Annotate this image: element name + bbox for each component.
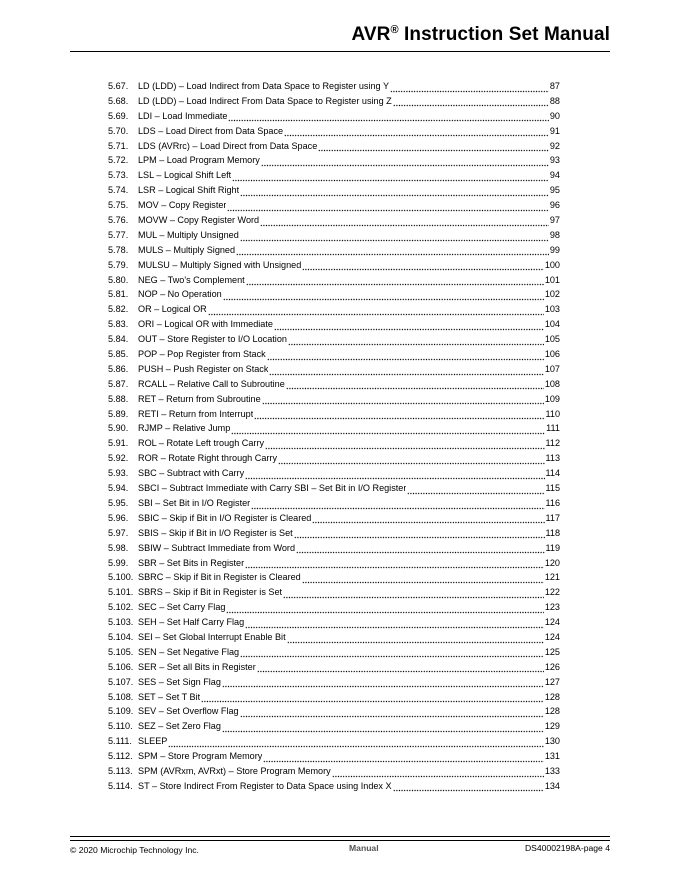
toc-entry-number: 5.71.	[108, 140, 129, 151]
toc-entry[interactable]	[108, 585, 560, 600]
toc-entry[interactable]	[108, 79, 560, 94]
toc-entry-title[interactable]: NOP – No Operation	[138, 289, 222, 300]
toc-dot-leader	[257, 660, 544, 675]
toc-entry-title[interactable]: ST – Store Indirect From Register to Data Space using Index X	[138, 780, 392, 791]
toc-entry[interactable]	[108, 779, 560, 794]
toc-entry-title[interactable]: LD (LDD) – Load Indirect from Data Space to Register using Y	[138, 81, 390, 91]
toc-entry[interactable]	[108, 764, 560, 779]
toc-entry-number: 5.87.	[108, 378, 129, 389]
toc-entry-page[interactable]: 126	[544, 661, 560, 672]
toc-entry-page[interactable]: 109	[544, 393, 560, 404]
toc-entry-page[interactable]: 119	[545, 542, 560, 553]
toc-entry-number: 5.79.	[108, 259, 129, 270]
toc-entry-title[interactable]: MOV – Copy Register	[138, 200, 227, 211]
toc-entry-title[interactable]: RETI – Return from Interrupt	[138, 408, 254, 419]
toc-entry-title[interactable]: SBIW – Subtract Immediate from Word	[138, 542, 296, 553]
toc-entry-page[interactable]: 99	[549, 244, 560, 255]
toc-dot-leader	[236, 243, 549, 258]
toc-dot-leader	[296, 541, 544, 556]
toc-entry[interactable]	[108, 332, 560, 347]
toc-dot-leader	[278, 451, 545, 466]
toc-entry-page[interactable]: 120	[544, 557, 560, 568]
toc-entry-title[interactable]: PUSH – Push Register on Stack	[138, 363, 269, 374]
toc-entry[interactable]	[108, 124, 560, 139]
toc-entry-number: 5.98.	[108, 542, 129, 553]
toc-entry-page[interactable]: 115	[545, 483, 560, 494]
toc-entry-number: 5.89.	[108, 408, 129, 419]
toc-entry-number: 5.81.	[108, 289, 129, 300]
toc-entry[interactable]	[108, 94, 560, 109]
toc-entry-title[interactable]: POP – Pop Register from Stack	[138, 349, 266, 360]
toc-entry[interactable]	[108, 570, 560, 585]
toc-dot-leader	[232, 168, 549, 183]
toc-entry-page[interactable]: 129	[544, 721, 560, 732]
footer-page-id: DS40002198A-page 4	[524, 843, 610, 853]
toc-dot-leader	[407, 481, 544, 496]
toc-entry-number: 5.110.	[108, 721, 133, 732]
toc-entry-title[interactable]: SBC – Subtract with Carry	[138, 468, 245, 479]
toc-entry-page[interactable]: 96	[549, 200, 560, 211]
header-rule	[70, 51, 610, 52]
toc-entry[interactable]	[108, 392, 560, 407]
toc-entry[interactable]	[108, 287, 560, 302]
toc-entry-page[interactable]: 93	[549, 155, 560, 166]
toc-dot-leader	[312, 511, 544, 526]
toc-dot-leader	[240, 183, 549, 198]
toc-entry[interactable]	[108, 675, 560, 690]
toc-entry-page[interactable]: 87	[549, 81, 560, 91]
toc-entry-title[interactable]: LD (LDD) – Load Indirect From Data Space to Register using Z	[138, 95, 392, 106]
toc-entry-page[interactable]: 131	[544, 751, 560, 762]
toc-entry-number: 5.96.	[108, 512, 129, 523]
toc-dot-leader	[390, 79, 549, 94]
toc-entry-number: 5.107.	[108, 676, 134, 687]
toc-dot-leader	[246, 273, 544, 288]
toc-entry[interactable]	[108, 168, 560, 183]
toc-entry[interactable]	[108, 719, 560, 734]
toc-entry-page[interactable]: 116	[545, 497, 560, 508]
toc-entry-title[interactable]: MULSU – Multiply Signed with Unsigned	[138, 259, 302, 270]
toc-entry-page[interactable]: 88	[549, 95, 560, 106]
toc-entry[interactable]	[108, 421, 560, 436]
toc-entry-title[interactable]: RCALL – Relative Call to Subroutine	[138, 378, 285, 389]
toc-entry-title[interactable]: SER – Set all Bits in Register	[138, 661, 256, 672]
toc-dot-leader	[245, 556, 544, 571]
toc-dot-leader	[208, 302, 544, 317]
page-title-brand: AVR	[351, 24, 391, 45]
footer-rule	[70, 836, 610, 837]
toc-entry-title[interactable]: MUL – Multiply Unsigned	[138, 229, 239, 240]
toc-entry-page[interactable]: 98	[549, 229, 560, 240]
toc-entry[interactable]	[108, 466, 560, 481]
toc-entry[interactable]	[108, 511, 560, 526]
toc-entry-number: 5.70.	[108, 125, 129, 136]
toc-dot-leader	[286, 377, 544, 392]
toc-entry-page[interactable]: 97	[549, 215, 560, 226]
toc-entry-title[interactable]: SPM – Store Program Memory	[138, 751, 263, 762]
toc-entry-page[interactable]: 101	[544, 274, 560, 285]
toc-entry-number: 5.100.	[108, 572, 134, 583]
toc-entry[interactable]	[108, 690, 560, 705]
toc-entry-number: 5.106.	[108, 661, 134, 672]
registered-mark: ®	[390, 24, 399, 36]
toc-dot-leader	[393, 94, 549, 109]
toc-entry-title[interactable]: MOVW – Copy Register Word	[138, 215, 260, 226]
toc-entry-number: 5.78.	[108, 244, 129, 255]
toc-dot-leader	[274, 317, 544, 332]
toc-entry-page[interactable]: 121	[544, 572, 560, 583]
toc-entry-title[interactable]: SBIC – Skip if Bit in I/O Register is Cleared	[138, 512, 312, 523]
toc-dot-leader	[332, 764, 544, 779]
toc-dot-leader	[228, 109, 548, 124]
toc-entry-number: 5.76.	[108, 215, 129, 226]
toc-dot-leader	[302, 570, 544, 585]
toc-entry-title[interactable]: NEG – Two's Complement	[138, 274, 245, 285]
toc-dot-leader	[393, 779, 544, 794]
toc-entry[interactable]	[108, 273, 560, 288]
toc-entry-number: 5.82.	[108, 304, 129, 315]
toc-dot-leader	[240, 228, 549, 243]
toc-dot-leader	[226, 600, 543, 615]
toc-entry-page[interactable]: 134	[544, 780, 560, 791]
toc-entry-page[interactable]: 114	[545, 468, 560, 479]
toc-entry[interactable]	[108, 481, 560, 496]
toc-entry-title[interactable]: ORI – Logical OR with Immediate	[138, 319, 273, 330]
toc-entry[interactable]	[108, 704, 560, 719]
toc-entry-page[interactable]: 90	[549, 110, 560, 121]
toc-entry-title[interactable]: SEI – Set Global Interrupt Enable Bit	[138, 631, 286, 642]
toc-entry-number: 5.74.	[108, 185, 129, 196]
toc-dot-leader	[302, 258, 544, 273]
toc-entry-page[interactable]: 113	[545, 453, 560, 464]
toc-entry[interactable]	[108, 302, 560, 317]
toc-entry-page[interactable]: 100	[544, 259, 560, 270]
toc-entry-title[interactable]: SBRC – Skip if Bit in Register is Cleared	[138, 572, 301, 583]
toc-entry-page[interactable]: 124	[544, 631, 560, 642]
toc-entry-number: 5.95.	[108, 497, 129, 508]
toc-entry[interactable]	[108, 213, 560, 228]
toc-dot-leader	[284, 124, 549, 139]
toc-entry[interactable]	[108, 496, 560, 511]
toc-entry-title[interactable]: SBI – Set Bit in I/O Register	[138, 497, 251, 508]
toc-entry-page[interactable]: 112	[545, 438, 560, 449]
toc-entry-number: 5.103.	[108, 617, 134, 628]
toc-dot-leader	[260, 213, 549, 228]
toc-entry[interactable]	[108, 526, 560, 541]
toc-entry-title[interactable]: LPM – Load Program Memory	[138, 155, 260, 166]
toc-entry-title[interactable]: OUT – Store Register to I/O Location	[138, 334, 287, 345]
toc-dot-leader	[254, 407, 544, 422]
toc-entry[interactable]	[108, 660, 560, 675]
toc-entry-number: 5.72.	[108, 155, 129, 166]
toc-entry[interactable]	[108, 749, 560, 764]
toc-dot-leader	[222, 675, 544, 690]
toc-entry[interactable]	[108, 228, 560, 243]
toc-dot-leader	[287, 630, 544, 645]
toc-dot-leader	[245, 615, 544, 630]
toc-entry-page[interactable]: 105	[544, 334, 560, 345]
toc-entry-page[interactable]: 110	[545, 408, 560, 419]
toc-entry-number: 5.83.	[108, 319, 129, 330]
toc-entry-number: 5.73.	[108, 170, 129, 181]
toc-entry-title[interactable]: SEC – Set Carry Flag	[138, 602, 226, 613]
toc-entry[interactable]	[108, 243, 560, 258]
toc-entry-page[interactable]: 94	[549, 170, 560, 181]
toc-entry-number: 5.86.	[108, 363, 129, 374]
toc-entry[interactable]	[108, 645, 560, 660]
footer-doc-type: Manual	[349, 843, 379, 853]
toc-entry-number: 5.85.	[108, 349, 129, 360]
toc-entry-number: 5.99.	[108, 557, 129, 568]
toc-entry-number: 5.69.	[108, 110, 129, 121]
toc-entry-number: 5.102.	[108, 602, 134, 613]
toc-entry-title[interactable]: SPM (AVRxm, AVRxt) – Store Program Memory	[138, 765, 331, 776]
toc-entry-number: 5.114.	[108, 780, 133, 791]
toc-dot-leader	[251, 496, 544, 511]
toc-entry-page[interactable]: 122	[544, 587, 560, 598]
toc-entry-title[interactable]: SBIS – Skip if Bit in I/O Register is Set	[138, 527, 293, 538]
toc-dot-leader	[283, 585, 544, 600]
toc-entry-number: 5.75.	[108, 200, 129, 211]
toc-entry-page[interactable]: 118	[545, 527, 560, 538]
toc-dot-leader	[288, 332, 544, 347]
toc-entry-title[interactable]: SBRS – Skip if Bit in Register is Set	[138, 587, 283, 598]
toc-entry-title[interactable]: SEZ – Set Zero Flag	[138, 721, 221, 732]
toc-entry-title[interactable]: LSL – Logical Shift Left	[138, 170, 232, 181]
toc-entry-number: 5.67.	[108, 81, 129, 91]
toc-dot-leader	[262, 392, 544, 407]
table-of-contents	[108, 79, 560, 794]
toc-entry-page[interactable]: 117	[545, 512, 560, 523]
toc-dot-leader	[227, 198, 548, 213]
toc-dot-leader	[318, 139, 549, 154]
toc-dot-leader	[245, 466, 544, 481]
toc-entry-page[interactable]: 102	[544, 289, 560, 300]
toc-entry-number: 5.88.	[108, 393, 129, 404]
toc-entry[interactable]	[108, 541, 560, 556]
toc-entry-page[interactable]: 95	[549, 185, 560, 196]
toc-entry-number: 5.97.	[108, 527, 129, 538]
toc-entry-page[interactable]: 91	[549, 125, 560, 136]
toc-entry-title[interactable]: SES – Set Sign Flag	[138, 676, 221, 687]
toc-entry-title[interactable]: RET – Return from Subroutine	[138, 393, 261, 404]
toc-entry[interactable]	[108, 407, 560, 422]
toc-dot-leader	[223, 287, 544, 302]
toc-dot-leader	[240, 704, 544, 719]
toc-entry[interactable]	[108, 734, 560, 749]
toc-entry-number: 5.113.	[108, 765, 133, 776]
toc-entry-number: 5.101.	[108, 587, 134, 598]
toc-entry-title[interactable]: SET – Set T Bit	[138, 691, 201, 702]
toc-entry[interactable]	[108, 109, 560, 124]
toc-entry-title[interactable]: ROR – Rotate Right through Carry	[138, 453, 277, 464]
toc-entry-title[interactable]: SBCI – Subtract Immediate with Carry SBI – Set Bit in I/O Register	[138, 483, 407, 494]
toc-entry-title[interactable]: ROL – Rotate Left trough Carry	[138, 438, 265, 449]
toc-entry-title[interactable]: LDI – Load Immediate	[138, 110, 228, 121]
toc-entry[interactable]	[108, 317, 560, 332]
toc-entry[interactable]	[108, 377, 560, 392]
toc-entry-number: 5.91.	[108, 438, 129, 449]
toc-entry[interactable]	[108, 556, 560, 571]
toc-dot-leader	[267, 347, 544, 362]
toc-entry-title[interactable]: MULS – Multiply Signed	[138, 244, 236, 255]
toc-entry-number: 5.108.	[108, 691, 134, 702]
toc-entry[interactable]	[108, 436, 560, 451]
toc-entry-title[interactable]: LDS – Load Direct from Data Space	[138, 125, 284, 136]
toc-entry-number: 5.92.	[108, 453, 129, 464]
toc-entry-page[interactable]: 103	[544, 304, 560, 315]
footer-rule-thin	[70, 840, 610, 841]
toc-entry-title[interactable]: SEV – Set Overflow Flag	[138, 706, 239, 717]
toc-entry[interactable]	[108, 139, 560, 154]
toc-entry-title[interactable]: RJMP – Relative Jump	[138, 423, 231, 434]
toc-entry-page[interactable]: 128	[544, 706, 560, 717]
toc-dot-leader	[265, 436, 544, 451]
toc-entry-number: 5.84.	[108, 334, 129, 345]
toc-entry-page[interactable]: 92	[549, 140, 560, 151]
toc-dot-leader	[263, 749, 543, 764]
toc-entry[interactable]	[108, 451, 560, 466]
toc-entry[interactable]	[108, 258, 560, 273]
toc-entry-page[interactable]: 123	[544, 602, 560, 613]
toc-entry-page[interactable]: 104	[544, 319, 560, 330]
page-title	[351, 24, 610, 46]
toc-entry[interactable]	[108, 347, 560, 362]
toc-dot-leader	[168, 734, 543, 749]
toc-entry[interactable]	[108, 600, 560, 615]
toc-dot-leader	[269, 362, 543, 377]
toc-entry-page[interactable]: 108	[544, 378, 560, 389]
toc-entry-page[interactable]: 106	[544, 349, 560, 360]
toc-entry-number: 5.90.	[108, 423, 129, 434]
toc-entry[interactable]	[108, 183, 560, 198]
toc-entry-page[interactable]: 127	[544, 676, 560, 687]
toc-entry-title[interactable]: LSR – Logical Shift Right	[138, 185, 240, 196]
toc-entry-page[interactable]: 111	[546, 423, 560, 434]
toc-entry-page[interactable]: 107	[544, 363, 560, 374]
footer-copyright: © 2020 Microchip Technology Inc.	[70, 845, 199, 855]
toc-entry-number: 5.104.	[108, 631, 134, 642]
toc-entry-number: 5.77.	[108, 229, 129, 240]
toc-dot-leader	[240, 645, 544, 660]
toc-entry-number: 5.68.	[108, 95, 129, 106]
toc-entry[interactable]	[108, 153, 560, 168]
toc-entry-page[interactable]: 125	[544, 646, 560, 657]
toc-entry[interactable]	[108, 198, 560, 213]
toc-entry-number: 5.105.	[108, 646, 134, 657]
toc-entry-title[interactable]: SEN – Set Negative Flag	[138, 646, 240, 657]
toc-dot-leader	[261, 153, 549, 168]
toc-entry-number: 5.94.	[108, 483, 129, 494]
toc-entry-title[interactable]: OR – Logical OR	[138, 304, 207, 315]
toc-dot-leader	[201, 690, 544, 705]
page-title-rest: Instruction Set Manual	[398, 24, 610, 45]
toc-entry-number: 5.109.	[108, 706, 134, 717]
toc-entry-number: 5.93.	[108, 468, 129, 479]
toc-entry-number: 5.111.	[108, 736, 132, 747]
toc-entry[interactable]	[108, 615, 560, 630]
toc-entry-title[interactable]: SBR – Set Bits in Register	[138, 557, 245, 568]
toc-entry-title[interactable]: LDS (AVRrc) – Load Direct from Data Space	[138, 140, 318, 151]
toc-entry[interactable]	[108, 630, 560, 645]
toc-dot-leader	[231, 421, 545, 436]
toc-entry-page[interactable]: 130	[544, 736, 560, 747]
toc-entry-title[interactable]: SLEEP	[138, 736, 168, 747]
toc-dot-leader	[294, 526, 545, 541]
toc-entry-title[interactable]: SEH – Set Half Carry Flag	[138, 617, 245, 628]
toc-entry-number: 5.112.	[108, 751, 133, 762]
toc-dot-leader	[222, 719, 544, 734]
toc-entry[interactable]	[108, 362, 560, 377]
toc-entry-page[interactable]: 128	[544, 691, 560, 702]
toc-entry-page[interactable]: 133	[544, 765, 560, 776]
toc-entry-page[interactable]: 124	[544, 617, 560, 628]
toc-entry-number: 5.80.	[108, 274, 129, 285]
